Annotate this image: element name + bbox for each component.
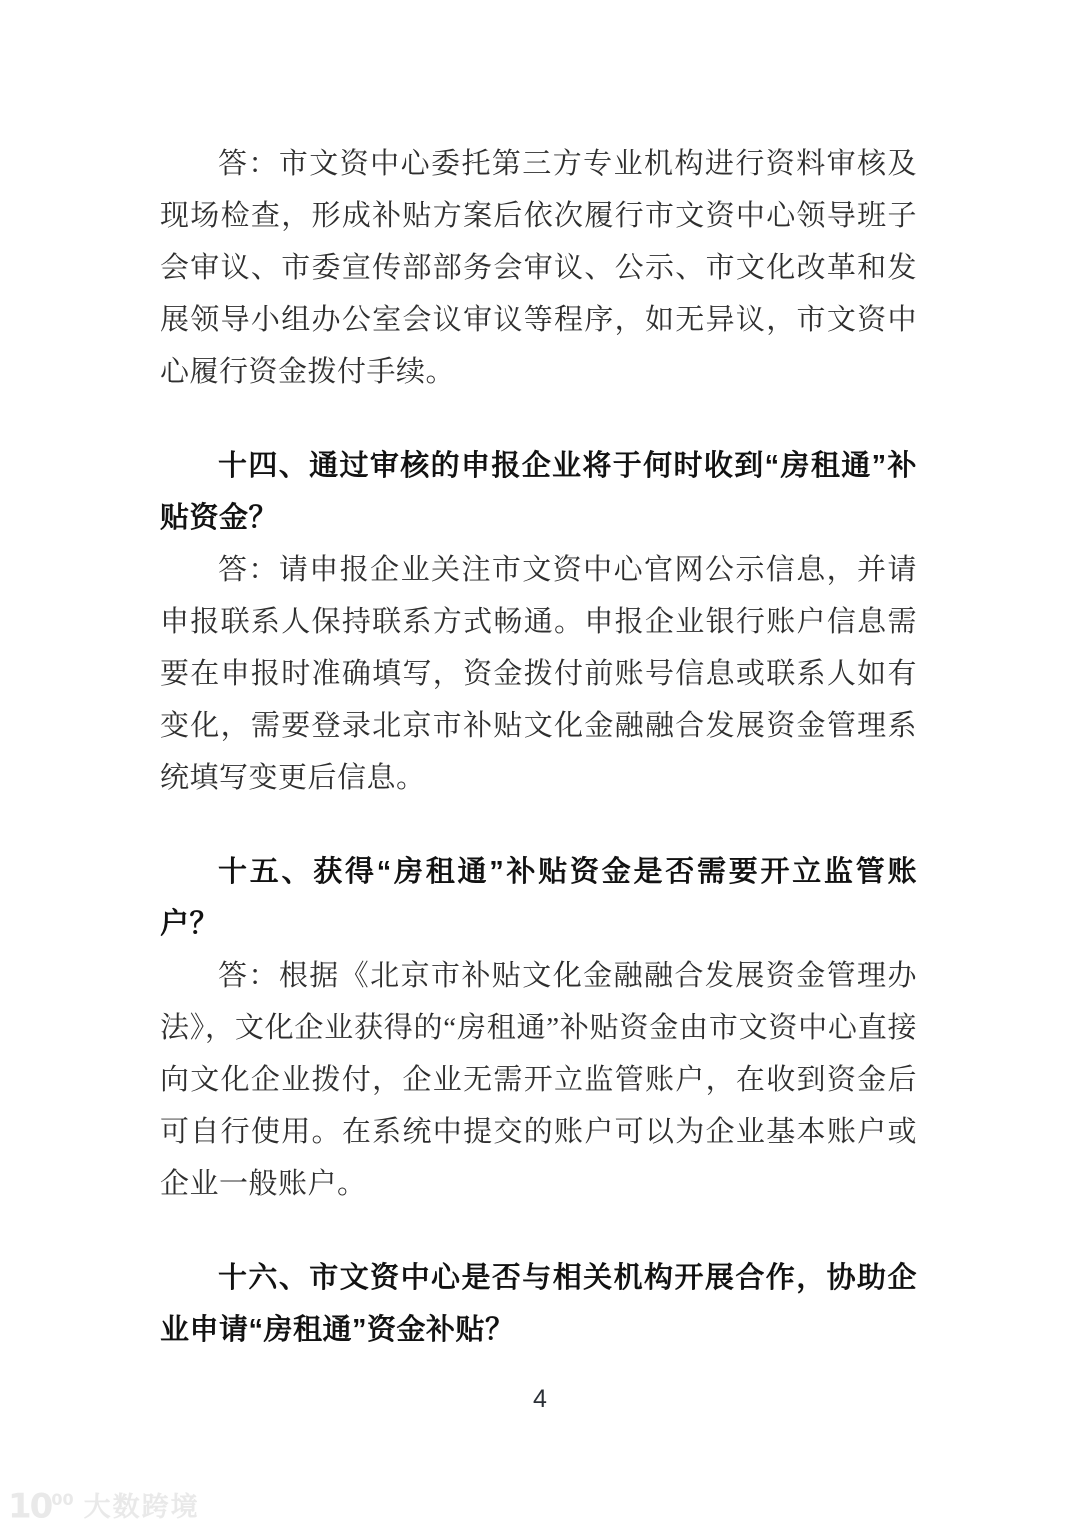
logo-superscript-text: 00 [51, 1490, 74, 1509]
question-heading-14: 十四、通过审核的申报企业将于何时收到“房租通”补贴资金？ [160, 450, 917, 534]
answer-paragraph-q15: 答：根据《北京市补贴文化金融融合发展资金管理办法》，文化企业获得的“房租通”补贴资金由市文资中心直接向文化企业拨付，企业无需开立监管账户，在收到资金后可自行使用。在系统中提交的账户可以为企业基本账户或企业一般账户。 [160, 960, 917, 1200]
answer-paragraph-q14: 答：请申报企业关注市文资中心官网公示信息，并请申报联系人保持联系方式畅通。申报企业银行账户信息需要在申报时准确填写，资金拨付前账号信息或联系人如有变化，需要登录北京市补贴文化金融融合发展资金管理系统填写变更后信息。 [160, 554, 917, 794]
question-heading-15: 十五、获得“房租通”补贴资金是否需要开立监管账户？ [160, 856, 917, 940]
watermark-brand-text: 大数跨境 [83, 1492, 200, 1523]
answer-paragraph-q13: 答：市文资中心委托第三方专业机构进行资料审核及现场检查，形成补贴方案后依次履行市文资中心领导班子会审议、市委宣传部部务会审议、公示、市文化改革和发展领导小组办公室会议审议等程序，如无异议，市文资中心履行资金拨付手续。 [160, 148, 917, 388]
question-heading-16: 十六、市文资中心是否与相关机构开展合作，协助企业申请“房租通”资金补贴？ [160, 1262, 917, 1346]
dashu-kuajing-logo-icon [8, 1483, 74, 1527]
watermark [8, 1483, 200, 1527]
page-number: 4 [533, 1385, 547, 1413]
page-content [160, 0, 917, 1356]
logo-number-text: 10 [8, 1486, 52, 1527]
